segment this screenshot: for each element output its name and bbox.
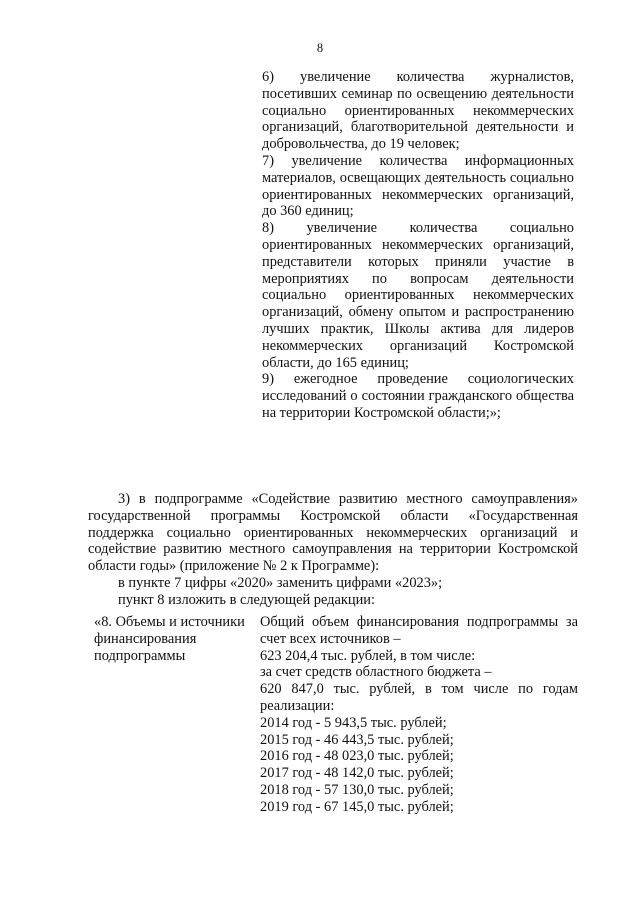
funding-label-line: подпрограммы [94, 647, 186, 664]
regional-budget-total: 620 847,0 тыс. рублей, в том числе по годам реализации: [260, 681, 578, 714]
amendment-paragraph-3: 3) в подпрограмме «Содействие развитию местного самоуправления» государственной программы Костромской области «Государственная поддержка социально ориентированных некоммерческих организаций и содействие развитию местного самоуправления на территории Костромской области годы» (приложение № 2 к Программе): [88, 491, 578, 575]
results-list [262, 69, 574, 422]
funding-year-row: 2018 год - 57 130,0 тыс. рублей; [260, 781, 454, 798]
funding-value-cell [254, 614, 578, 816]
funding-label-cell [88, 614, 254, 816]
funding-year-row: 2016 год - 48 023,0 тыс. рублей; [260, 748, 454, 765]
result-item-9: 9) ежегодное проведение социологических исследований о состоянии гражданского общества на территории Костромской области;»; [262, 371, 574, 421]
page-number: 8 [316, 41, 324, 55]
funding-total: 623 204,4 тыс. рублей, в том числе: [260, 647, 476, 664]
result-item-8: 8) увеличение количества социально ориентированных некоммерческих организаций, представители которых приняли участие в мероприятиях по вопросам деятельности социально ориентированных некоммерческих организаций, обмену опытом и распространению лучших практик, Школы актива для лидеров некоммерческих организаций Костромской области, до 165 единиц; [262, 220, 574, 371]
regional-budget-intro: за счет средств областного бюджета – [260, 664, 492, 681]
funding-year-row: 2017 год - 48 142,0 тыс. рублей; [260, 765, 454, 782]
funding-label-line: финансирования [94, 630, 197, 647]
funding-table-row [88, 614, 578, 816]
amendment-point-8: пункт 8 изложить в следующей редакции: [118, 591, 375, 608]
amendment-point-7: в пункте 7 цифры «2020» заменить цифрами «2023»; [118, 574, 443, 591]
funding-intro: Общий объем финансирования подпрограммы за счет всех источников – [260, 614, 578, 647]
amendment-text [88, 491, 578, 609]
funding-year-row: 2015 год - 46 443,5 тыс. рублей; [260, 731, 454, 748]
funding-year-row: 2014 год - 5 943,5 тыс. рублей; [260, 714, 447, 731]
funding-label-line: «8. Объемы и источники [94, 614, 245, 630]
funding-year-row: 2019 год - 67 145,0 тыс. рублей; [260, 798, 454, 815]
result-item-7: 7) увеличение количества информационных материалов, освещающих деятельность социально ориентированных некоммерческих организаций, до 360 единиц; [262, 152, 574, 220]
result-item-6: 6) увеличение количества журналистов, посетивших семинар по освещению деятельности социально ориентированных некоммерческих организаций, благотворительной деятельности и добровольчества, до 19 человек; [262, 69, 574, 153]
